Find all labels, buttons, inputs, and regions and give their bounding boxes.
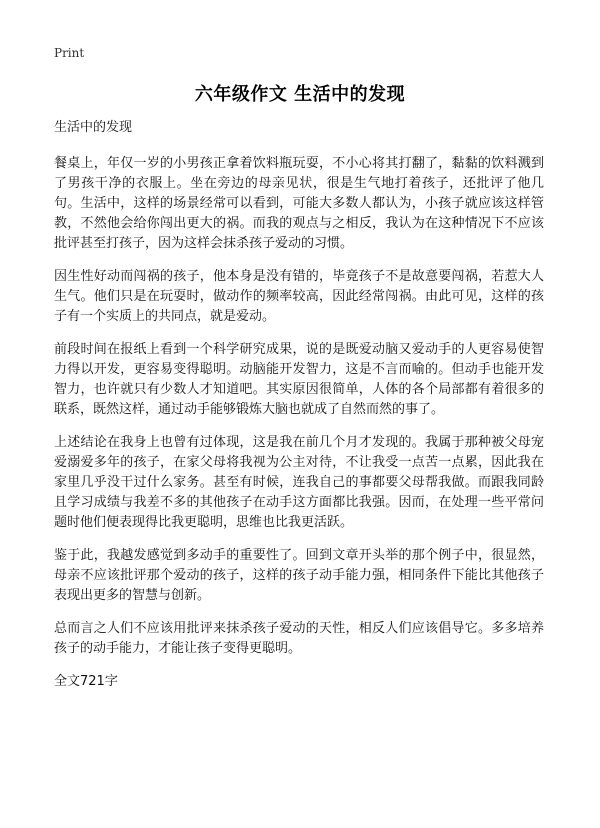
- paragraph-4: 上述结论在我身上也曾有过体现，这是我在前几个月才发现的。我属于那种被父母宠爱溺爱多年的孩子，在家父母将我视为公主对待，不让我受一点苦一点累，因此我在家里几乎没干过什么家务。甚至有时候，连我自己的事都要父母帮我做。而跟我同龄且学习成绩与我差不多的其他孩子在动手这方面都比我强。因而，在处理一些平常问题时他们便表现得比我更聪明，思维也比我更活跃。: [54, 435, 544, 530]
- document-body: [54, 118, 544, 692]
- paragraph-2: 因生性好动而闯祸的孩子，他本身是没有错的，毕竟孩子不是故意要闯祸，若惹大人生气。他们只是在玩耍时，做动作的频率较高，因此经常闯祸。由此可见，这样的孩子有一个实质上的共同点，就是爱动。: [54, 269, 544, 324]
- document-subtitle: 生活中的发现: [54, 120, 133, 135]
- print-link[interactable]: Print: [54, 46, 85, 60]
- paragraph-5: 鉴于此，我越发感觉到多动手的重要性了。回到文章开头举的那个例子中，很显然，母亲不应该批评那个爱动的孩子，这样的孩子动手能力强，相同条件下能比其他孩子表现出更多的智慧与创新。: [54, 548, 544, 603]
- paragraph-1: 餐桌上，年仅一岁的小男孩正拿着饮料瓶玩耍，不小心将其打翻了，黏黏的饮料溅到了男孩干净的衣服上。坐在旁边的母亲见状，很是生气地打着孩子，还批评了他几句。生活中，这样的场景经常可以看到，可能大多数人都认为，小孩子就应该这样管教，不然他会给你闯出更大的祸。而我的观点与之相反，我认为在这种情况下不应该批评甚至打孩子，因为这样会抹杀孩子爱动的习惯。: [54, 156, 544, 251]
- word-count: 全文721字: [54, 674, 118, 689]
- document-title: 六年级作文 生活中的发现: [194, 84, 406, 105]
- paragraph-6: 总而言之人们不应该用批评来抹杀孩子爱动的天性，相反人们应该倡导它。多多培养孩子的动手能力，才能让孩子变得更聪明。: [54, 621, 544, 656]
- paragraph-3: 前段时间在报纸上看到一个科学研究成果，说的是既爱动脑又爱动手的人更容易使智力得以开发，更容易变得聪明。动脑能开发智力，这是不言而喻的。但动手也能开发智力，也许就只有少数人才知道吧。其实原因很简单，人体的各个局部都有着很多的联系，既然这样，通过动手能够锻炼大脑也就成了自然而然的事了。: [54, 342, 544, 417]
